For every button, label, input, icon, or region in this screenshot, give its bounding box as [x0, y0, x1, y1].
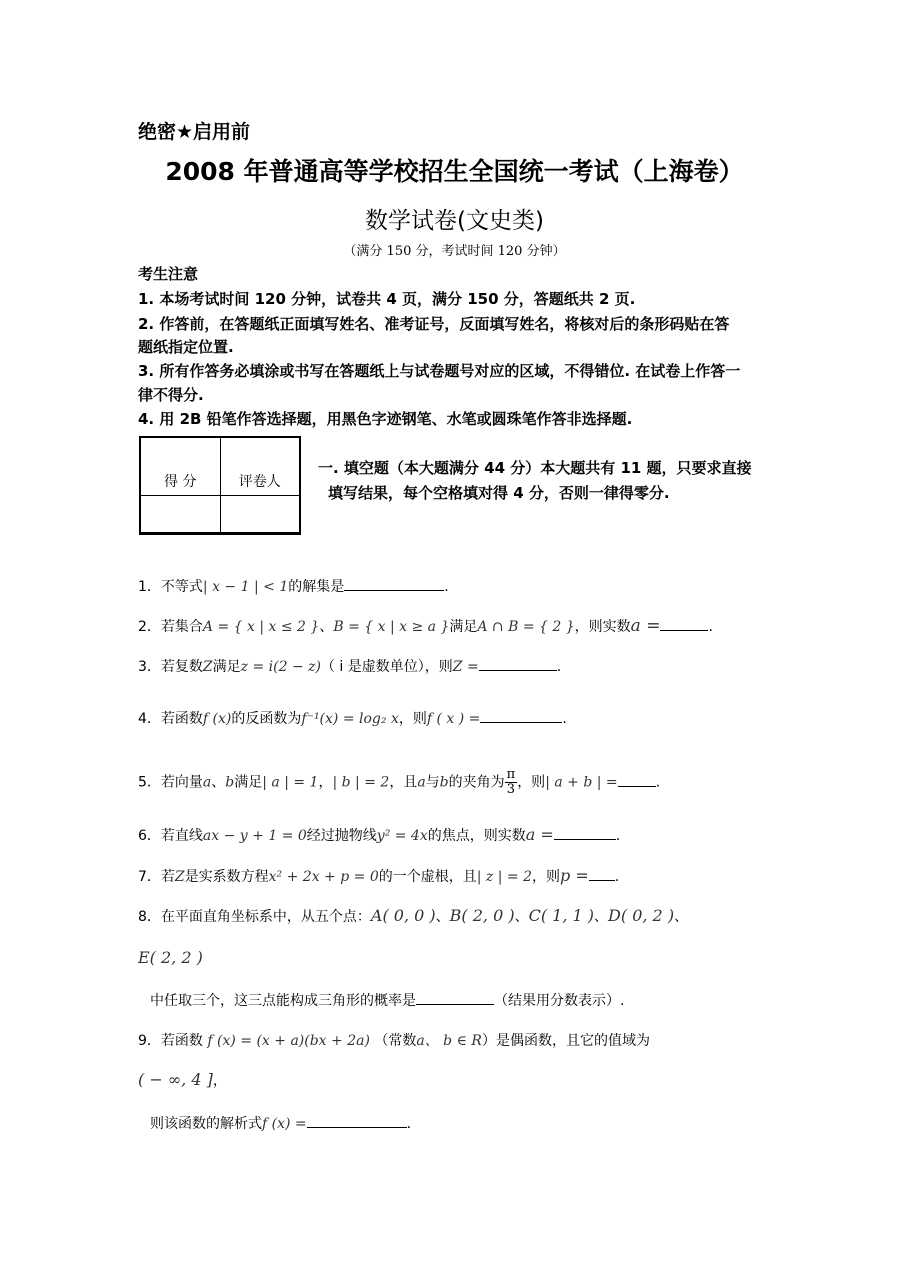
q5-text-4: ， — [318, 774, 333, 791]
q2-text-4: ，则实数 — [574, 619, 631, 635]
q5-text-5: ，且 — [389, 774, 418, 791]
q9-math-3: ( − ∞, 4 ] — [138, 1070, 213, 1089]
question-8 — [138, 906, 688, 926]
q1-answer-blank[interactable] — [344, 576, 444, 591]
notice-item-4: 4. 用 2B 铅笔作答选择题，用黑色字迹钢笔、水笔或圆珠笔作答非选择题. — [138, 410, 633, 428]
q7-answer-blank[interactable] — [589, 866, 615, 881]
question-5: 5．若向量a、b满足| a | = 1，| b | = 2，且a与b的夹角为 $\frac{\pi}{3}$ ，则| a + b | = . — [138, 767, 661, 797]
q5-text: 5．若向量 — [138, 774, 203, 791]
grader-cell[interactable] — [220, 496, 300, 534]
section-heading-line-1: 一. 填空题（本大题满分 44 分）本大题共有 11 题，只要求直接 — [318, 459, 752, 477]
q7-text-3: 的一个虚根，且 — [378, 869, 477, 885]
q2-math-2: B = { x | x ≥ a } — [333, 619, 450, 635]
question-9 — [138, 1030, 650, 1050]
q1-text: 1．不等式 — [138, 579, 203, 595]
q5-math-6: b — [439, 774, 449, 791]
q5-answer-blank[interactable] — [618, 772, 656, 787]
q5-fraction-numerator: π — [506, 767, 516, 782]
question-8-point-e — [138, 948, 203, 967]
q4-math-1: f (x) — [202, 711, 232, 727]
q3-text: 3．若复数 — [138, 659, 203, 675]
q2-text-2: 、 — [319, 619, 334, 635]
q8-sep-3: 、 — [594, 909, 609, 925]
question-3: 3．若复数Z满足z = i(2 − z)（ i 是虚数单位），则Z = . — [138, 656, 561, 676]
question-1: 1．不等式| x − 1 | < 1的解集是 . — [138, 576, 449, 596]
q8-text-3: （结果用分数表示）. — [494, 993, 625, 1009]
notice-item-3: 3. 所有作答务必填涂或书写在答题纸上与试卷题号对应的区域，不得错位. 在试卷上作答一 — [138, 362, 741, 380]
q9-text-2: （常数 — [374, 1033, 417, 1049]
q6-text-3: 的焦点，则实数 — [427, 828, 526, 844]
q2-math-3: A ∩ B = { 2 } — [477, 619, 575, 635]
exam-subtitle: 数学试卷(文史类) — [365, 208, 544, 234]
q5-math-3: | a | = 1 — [262, 774, 319, 791]
q5-text-7: 的夹角为 — [448, 774, 505, 791]
exam-title: 2008 年普通高等学校招生全国统一考试（上海卷） — [165, 157, 744, 186]
q3-text-2: 满足 — [212, 659, 241, 675]
q2-text: 2．若集合 — [138, 619, 203, 635]
q6-text: 6．若直线 — [138, 828, 203, 844]
q5-angle-fraction — [505, 768, 518, 797]
q8-sep-2: 、 — [514, 909, 529, 925]
q6-math-2: y² = 4x — [376, 828, 428, 844]
q7-math-1: Z — [174, 869, 185, 885]
q5-math-1: a — [202, 774, 212, 791]
q2-text-3: 满足 — [449, 619, 478, 635]
q5-math-7: | a + b | = — [545, 774, 618, 791]
q7-text-4: ，则 — [531, 869, 560, 885]
q8-sep-1: 、 — [435, 909, 450, 925]
q7-math-2: x² + 2x + p = 0 — [268, 869, 379, 885]
question-2: 2．若集合A = { x | x ≤ 2 }、B = { x | x ≥ a }满足A ∩ B = { 2 }，则实数a = . — [138, 616, 713, 636]
q4-text: 4．若函数 — [138, 711, 203, 727]
q3-math-2: z = i(2 − z) — [240, 659, 321, 675]
q8-text-2: 中任取三个，这三点能构成三角形的概率是 — [150, 993, 416, 1009]
q1-math: | x − 1 | < 1 — [202, 579, 289, 595]
q3-text-3: （ i 是虚数单位），则 — [320, 659, 453, 675]
notice-heading: 考生注意 — [138, 265, 199, 283]
q6-text-2: 经过抛物线 — [306, 828, 377, 844]
q3-math-1: Z — [202, 659, 213, 675]
q4-answer-blank[interactable] — [480, 708, 562, 723]
q6-math-3: a = — [525, 825, 554, 844]
q5-text-8: ，则 — [517, 774, 546, 791]
q5-math-4: | b | = 2 — [332, 774, 390, 791]
q1-text-2: 的解集是 — [288, 579, 345, 595]
q2-math-4: a = — [630, 616, 661, 636]
q9-math-1: f (x) = (x + a)(bx + 2a) — [207, 1033, 370, 1049]
q7-math-3: | z | = 2 — [476, 869, 532, 885]
score-table — [139, 436, 301, 535]
q9-text: 9．若函数 — [138, 1033, 203, 1049]
section-heading — [318, 456, 752, 506]
q8-answer-blank[interactable] — [416, 990, 494, 1005]
notice-item-3-cont: 律不得分. — [138, 386, 204, 404]
q2-answer-blank[interactable] — [660, 616, 708, 631]
question-9-range — [138, 1070, 227, 1090]
q9-math-4: f (x) = — [262, 1116, 307, 1132]
q8-point-d: D( 0, 2 ) — [608, 906, 675, 925]
q8-point-e: E( 2, 2 ) — [138, 948, 203, 967]
q8-point-a: A( 0, 0 ) — [370, 906, 436, 925]
q5-math-2: b — [225, 774, 235, 791]
q5-fraction-denominator: 3 — [506, 782, 516, 797]
q4-text-2: 的反函数为 — [231, 711, 302, 727]
notice-item-2-cont: 题纸指定位置. — [138, 338, 234, 356]
q7-text-2: 是实系数方程 — [184, 869, 269, 885]
q7-text: 7．若 — [138, 869, 175, 885]
q4-text-3: ，则 — [398, 711, 427, 727]
q8-text: 8．在平面直角坐标系中，从五个点： — [138, 909, 371, 925]
q9-text-4: ， — [212, 1073, 227, 1089]
question-8-cont — [150, 990, 624, 1010]
q5-text-2: 、 — [211, 774, 226, 791]
question-6: 6．若直线ax − y + 1 = 0经过抛物线y² = 4x的焦点，则实数a = . — [138, 825, 621, 844]
q8-point-c: C( 1, 1 ) — [528, 906, 595, 925]
q2-math-1: A = { x | x ≤ 2 } — [202, 619, 320, 635]
question-4: 4．若函数f (x)的反函数为f⁻¹(x) = log₂ x，则f ( x ) = . — [138, 708, 567, 728]
q6-answer-blank[interactable] — [554, 825, 616, 840]
score-cell[interactable] — [140, 496, 220, 534]
q5-text-3: 满足 — [234, 774, 263, 791]
question-9-cont: 则该函数的解析式f (x) = . — [150, 1113, 411, 1133]
q8-sep-4: 、 — [674, 909, 689, 925]
section-heading-line-2: 填写结果，每个空格填对得 4 分，否则一律得零分. — [328, 484, 670, 502]
grader-header: 评卷人 — [220, 437, 300, 496]
q9-answer-blank[interactable] — [307, 1113, 407, 1128]
q9-text-3: ）是偶函数，且它的值域为 — [481, 1033, 650, 1049]
q8-point-b: B( 2, 0 ) — [449, 906, 515, 925]
q9-math-2: a、 b ∈ R — [416, 1033, 482, 1049]
score-time-note: （满分 150 分，考试时间 120 分钟） — [343, 244, 566, 259]
confidential-mark: 绝密★启用前 — [138, 121, 251, 143]
notice-item-2: 2. 作答前，在答题纸正面填写姓名、准考证号，反面填写姓名，将核对后的条形码贴在答 — [138, 315, 730, 333]
q7-math-4: p = — [559, 866, 589, 885]
q3-answer-blank[interactable] — [479, 656, 557, 671]
notice-item-1: 1. 本场考试时间 120 分钟，试卷共 4 页，满分 150 分，答题纸共 2 页. — [138, 290, 636, 308]
q4-math-2: f⁻¹(x) = log₂ x — [301, 711, 399, 727]
q4-math-3: f ( x ) = — [426, 711, 481, 727]
score-header: 得 分 — [140, 437, 220, 496]
q9-text-5: 则该函数的解析式 — [150, 1116, 262, 1132]
q6-math-1: ax − y + 1 = 0 — [202, 828, 307, 844]
q5-math-5: a — [417, 774, 426, 791]
question-7: 7．若Z是实系数方程x² + 2x + p = 0的一个虚根，且| z | = 2，则p = . — [138, 866, 620, 885]
q5-text-6: 与 — [425, 774, 440, 791]
q3-math-3: Z = — [452, 659, 479, 675]
